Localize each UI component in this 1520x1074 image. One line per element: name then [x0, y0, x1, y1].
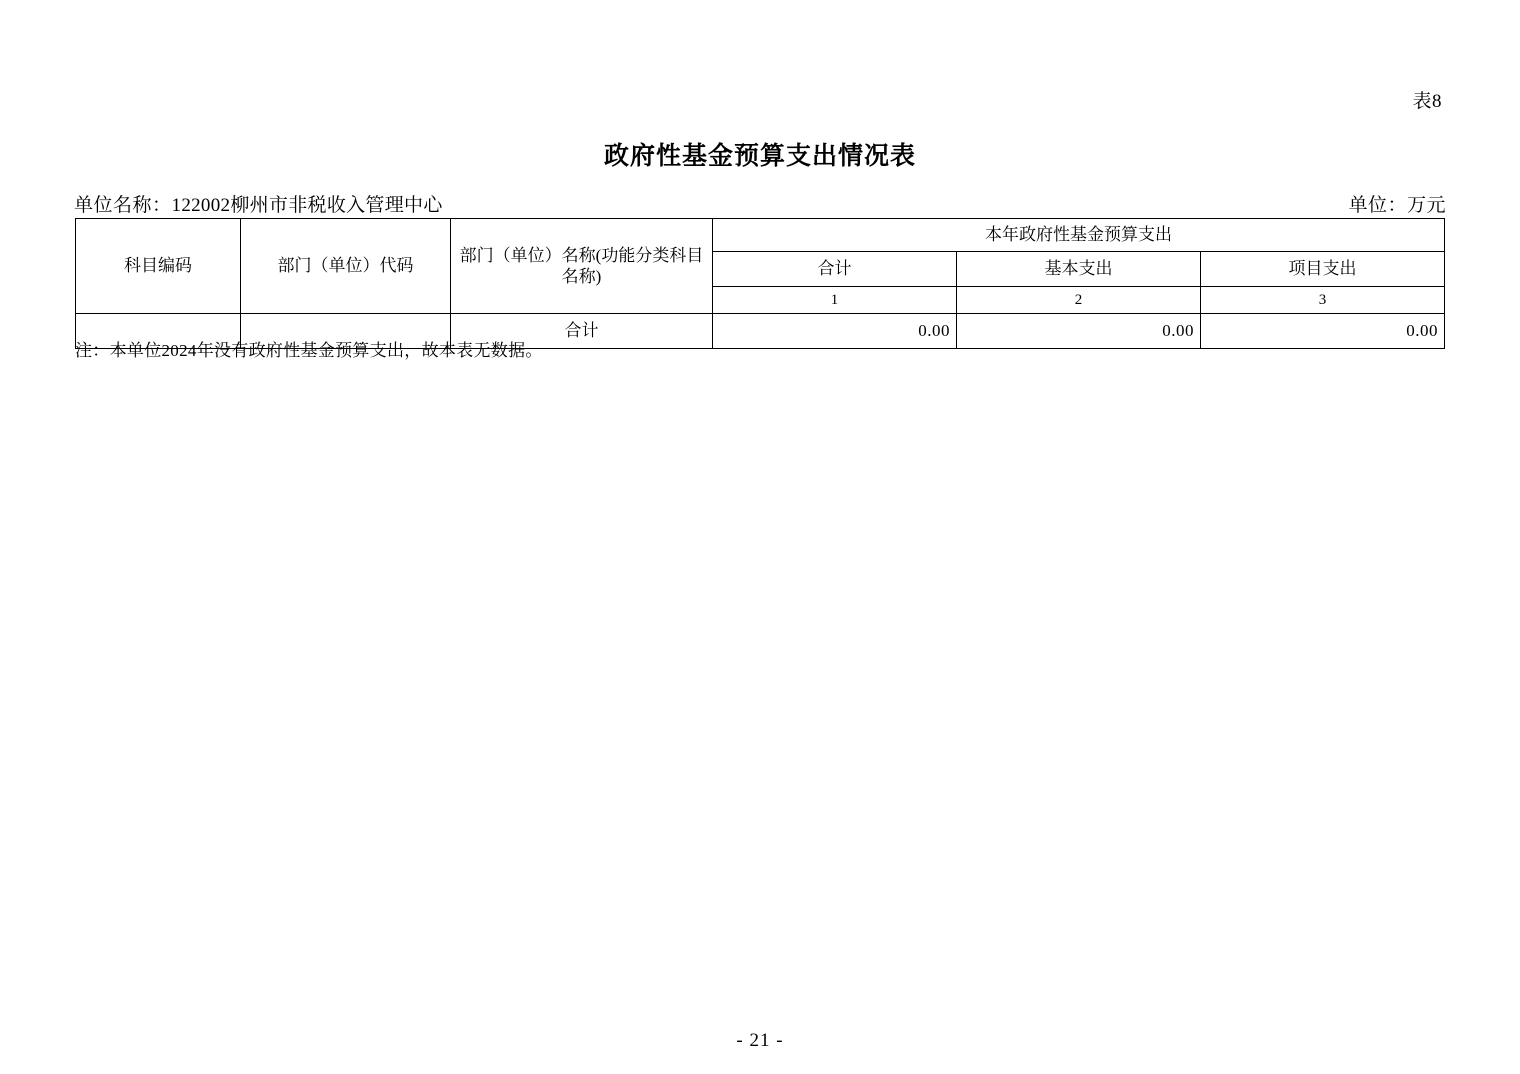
column-number-1: 1	[713, 287, 957, 314]
column-number-3: 3	[1201, 287, 1445, 314]
header-total: 合计	[713, 252, 957, 287]
table-header-row-1	[76, 219, 1445, 252]
cell-dept-name: 合计	[451, 314, 713, 349]
header-dept-code: 部门（单位）代码	[241, 219, 451, 314]
budget-table	[75, 218, 1445, 349]
sheet-label: 表8	[1412, 91, 1442, 112]
table-note: 注：本单位2024年没有政府性基金预算支出，故本表无数据。	[75, 341, 543, 360]
unit-measure: 单位：万元	[1348, 195, 1446, 216]
header-subject-code: 科目编码	[76, 219, 241, 314]
cell-basic: 0.00	[957, 314, 1201, 349]
header-basic: 基本支出	[957, 252, 1201, 287]
meta-row	[74, 190, 1446, 216]
cell-project: 0.00	[1201, 314, 1445, 349]
header-dept-name: 部门（单位）名称(功能分类科目名称)	[451, 219, 713, 314]
cell-total: 0.00	[713, 314, 957, 349]
page-title: 政府性基金预算支出情况表	[603, 141, 916, 170]
unit-name-label: 单位名称：	[74, 195, 172, 216]
header-group-title: 本年政府性基金预算支出	[713, 219, 1445, 252]
column-number-2: 2	[957, 287, 1201, 314]
unit-name-value: 122002柳州市非税收入管理中心	[171, 195, 443, 216]
unit-name	[74, 190, 443, 217]
page-number: - 21 -	[736, 1030, 784, 1051]
header-project: 项目支出	[1201, 252, 1445, 287]
